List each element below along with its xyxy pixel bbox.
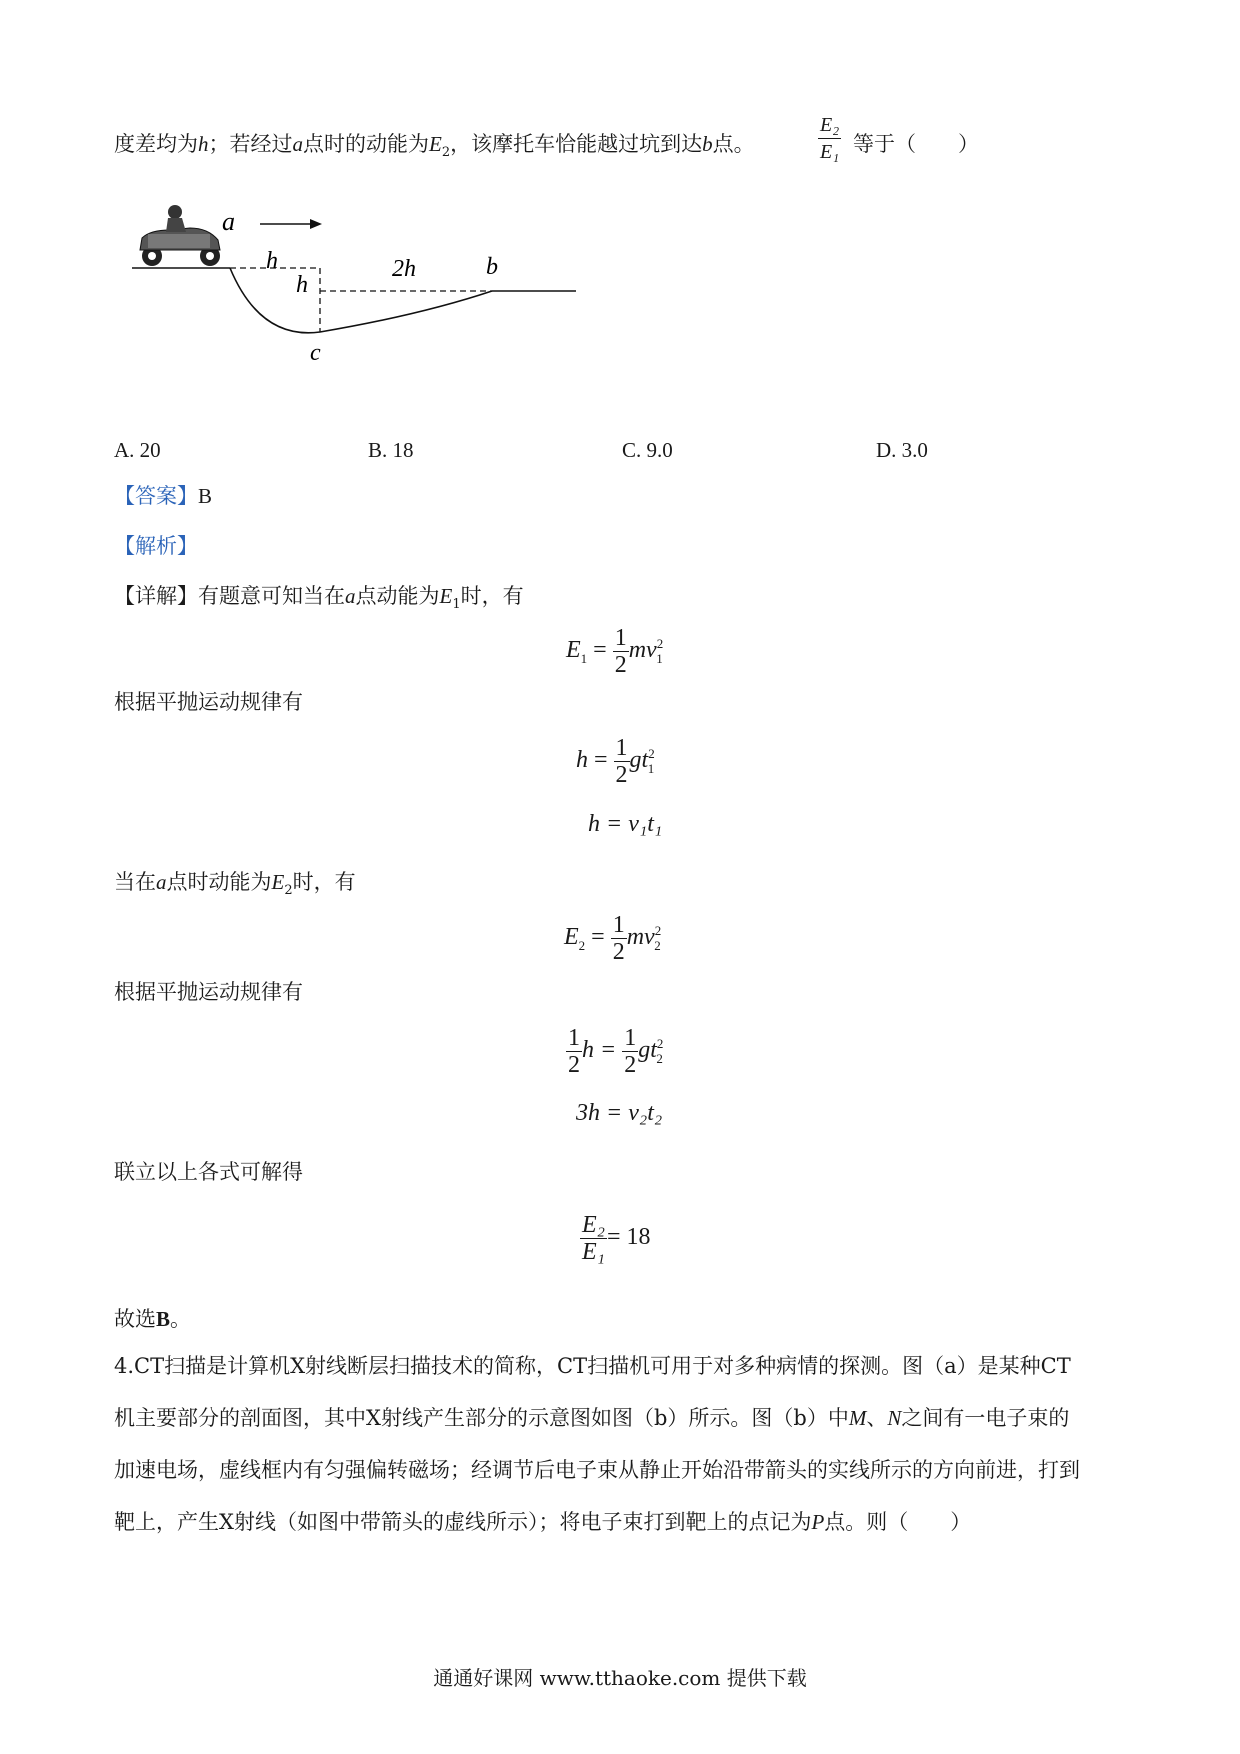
answer-value: B xyxy=(198,484,213,508)
when-a-line xyxy=(114,870,356,903)
text: 当在 xyxy=(114,870,156,894)
intro-text: ，该摩托车恰能越过坑到达 xyxy=(450,132,703,156)
text: 靶上，产生X射线（如图中带箭头的虚线所示）；将电子束打到靶上的点记为 xyxy=(114,1510,812,1534)
eq-rhs: gt xyxy=(638,1037,657,1064)
var-P: P xyxy=(811,1510,825,1534)
sub: 2 xyxy=(578,937,586,953)
half-fraction xyxy=(566,1025,582,1078)
eq-lhs: h xyxy=(576,747,588,774)
den: 2 xyxy=(614,652,627,678)
label-h2: h xyxy=(296,272,308,298)
sub: 1 xyxy=(647,760,655,776)
fraction-numerator: E₂ xyxy=(818,112,841,139)
text: 故选 xyxy=(114,1307,156,1331)
q4-line-3: 加速电场，虚线框内有匀强偏转磁场；经调节后电子束从静止开始沿带箭头的实线所示的方向前进，打到 xyxy=(114,1458,1080,1482)
half-fraction xyxy=(611,912,627,965)
var-b: b xyxy=(702,132,713,156)
detail-text: 时，有 xyxy=(460,584,524,608)
label-c: c xyxy=(310,340,321,366)
equation-7 xyxy=(580,1212,651,1265)
equation-1: $E_1$ = $\frac{1}{2}$ $mv^2_1$ xyxy=(566,625,664,678)
den: 2 xyxy=(615,762,628,788)
option-b: B. 18 xyxy=(368,438,414,462)
answer-line xyxy=(114,484,212,508)
motorcycle-icon xyxy=(140,205,220,266)
option-c: C. 9.0 xyxy=(622,438,673,462)
intro-text: ；若经过 xyxy=(208,132,293,156)
num: 1 xyxy=(615,735,628,761)
text: 。 xyxy=(170,1307,192,1331)
half-fraction xyxy=(613,625,629,678)
detail-text: 有题意可知当在 xyxy=(198,584,345,608)
fraction-denominator: E₁ xyxy=(820,141,840,163)
analysis-label: 【解析】 xyxy=(114,534,198,558)
sub: 1 xyxy=(580,650,588,666)
rule-line-1: 根据平抛运动规律有 xyxy=(114,690,303,714)
sub: 1 xyxy=(656,650,663,666)
equation-3: h = v₁t₁ xyxy=(588,811,663,837)
var-M: M xyxy=(848,1406,867,1430)
eq-rhs: mv xyxy=(628,637,657,664)
footer: 通通好课网 www.tthaoke.com 提供下载 xyxy=(433,1666,807,1690)
equation-2: h = $\frac{1}{2}$ $gt^2_1$ xyxy=(576,735,655,788)
num: 1 xyxy=(612,912,625,938)
equation-6: 3h = v₂t₂ xyxy=(576,1100,663,1126)
sup: 2 xyxy=(656,636,664,652)
half-fraction xyxy=(614,735,630,788)
intro-text: 度差均为 xyxy=(114,132,198,156)
q4-line-2 xyxy=(114,1392,1134,1444)
eq-lhs: h = xyxy=(582,1037,617,1064)
rule-line-2: 根据平抛运动规律有 xyxy=(114,980,303,1004)
text: 点时动能为 xyxy=(166,870,272,894)
eq-rhs: = 18 xyxy=(607,1224,651,1251)
choice: B xyxy=(156,1307,171,1331)
half-fraction xyxy=(622,1025,638,1078)
num: E₂ xyxy=(582,1212,606,1238)
intro-text: 点。 xyxy=(712,132,755,156)
var-N: N xyxy=(887,1406,902,1430)
num: 1 xyxy=(614,625,627,651)
var-a: a xyxy=(345,584,356,608)
eq-rhs: gt xyxy=(629,747,649,774)
label-2h: 2h xyxy=(392,256,416,282)
eq-lhs: E xyxy=(564,924,579,951)
intro-end: 等于（ ） xyxy=(853,132,979,156)
sup: 2 xyxy=(648,746,655,762)
var-E: E xyxy=(429,132,442,156)
sub: 1 xyxy=(452,597,461,613)
den: 2 xyxy=(624,1052,637,1078)
num: 1 xyxy=(568,1025,580,1051)
label-h1: h xyxy=(266,248,278,274)
var-h: h xyxy=(198,132,209,156)
var-E: E xyxy=(271,870,285,894)
var-a: a xyxy=(156,870,167,894)
detail-label: 【详解】 xyxy=(114,584,198,608)
var-a: a xyxy=(292,132,303,156)
question-4 xyxy=(114,1340,1134,1548)
den: 2 xyxy=(612,939,625,965)
text: 、 xyxy=(866,1406,888,1430)
sub: 2 xyxy=(284,883,293,899)
equation-4: $E_2$ = $\frac{1}{2}$ $mv^2_2$ xyxy=(564,912,662,965)
sup: 2 xyxy=(656,1036,664,1052)
q4-line-1: 4.CT扫描是计算机X射线断层扫描技术的简称，CT扫描机可用于对多种病情的探测。图（a）是某种CT xyxy=(114,1354,1071,1378)
text: 点。则（ ） xyxy=(824,1510,972,1534)
ratio-fraction xyxy=(580,1212,607,1265)
text: 之间有一电子束的 xyxy=(901,1406,1070,1430)
answer-label: 【答案】 xyxy=(114,484,198,508)
eq-lhs: E xyxy=(566,637,581,664)
den: E₁ xyxy=(582,1239,606,1265)
q4-line-4 xyxy=(114,1496,1134,1548)
intro-line xyxy=(114,132,755,165)
motorcycle-pit-figure xyxy=(130,200,670,410)
detail-line xyxy=(114,584,524,617)
choose-line xyxy=(114,1307,191,1331)
text: 机主要部分的剖面图，其中X射线产生部分的示意图如图（b）所示。图（b）中 xyxy=(114,1406,849,1430)
sub: 2 xyxy=(654,937,661,953)
combine-line: 联立以上各式可解得 xyxy=(114,1160,303,1184)
label-b: b xyxy=(486,254,498,280)
eq-rhs: mv xyxy=(626,924,655,951)
num: 1 xyxy=(624,1025,637,1051)
den: 2 xyxy=(568,1052,580,1078)
var-E: E xyxy=(439,584,453,608)
label-a: a xyxy=(222,207,235,236)
text: 时，有 xyxy=(292,870,356,894)
intro-fraction xyxy=(818,112,841,165)
sup: 2 xyxy=(654,923,662,939)
sub: 2 xyxy=(441,145,451,161)
option-d: D. 3.0 xyxy=(876,438,928,462)
detail-text: 点动能为 xyxy=(355,584,440,608)
sub: 2 xyxy=(656,1050,663,1066)
equation-5 xyxy=(566,1025,663,1078)
intro-text: 点时的动能为 xyxy=(303,132,429,156)
option-a: A. 20 xyxy=(114,438,161,462)
